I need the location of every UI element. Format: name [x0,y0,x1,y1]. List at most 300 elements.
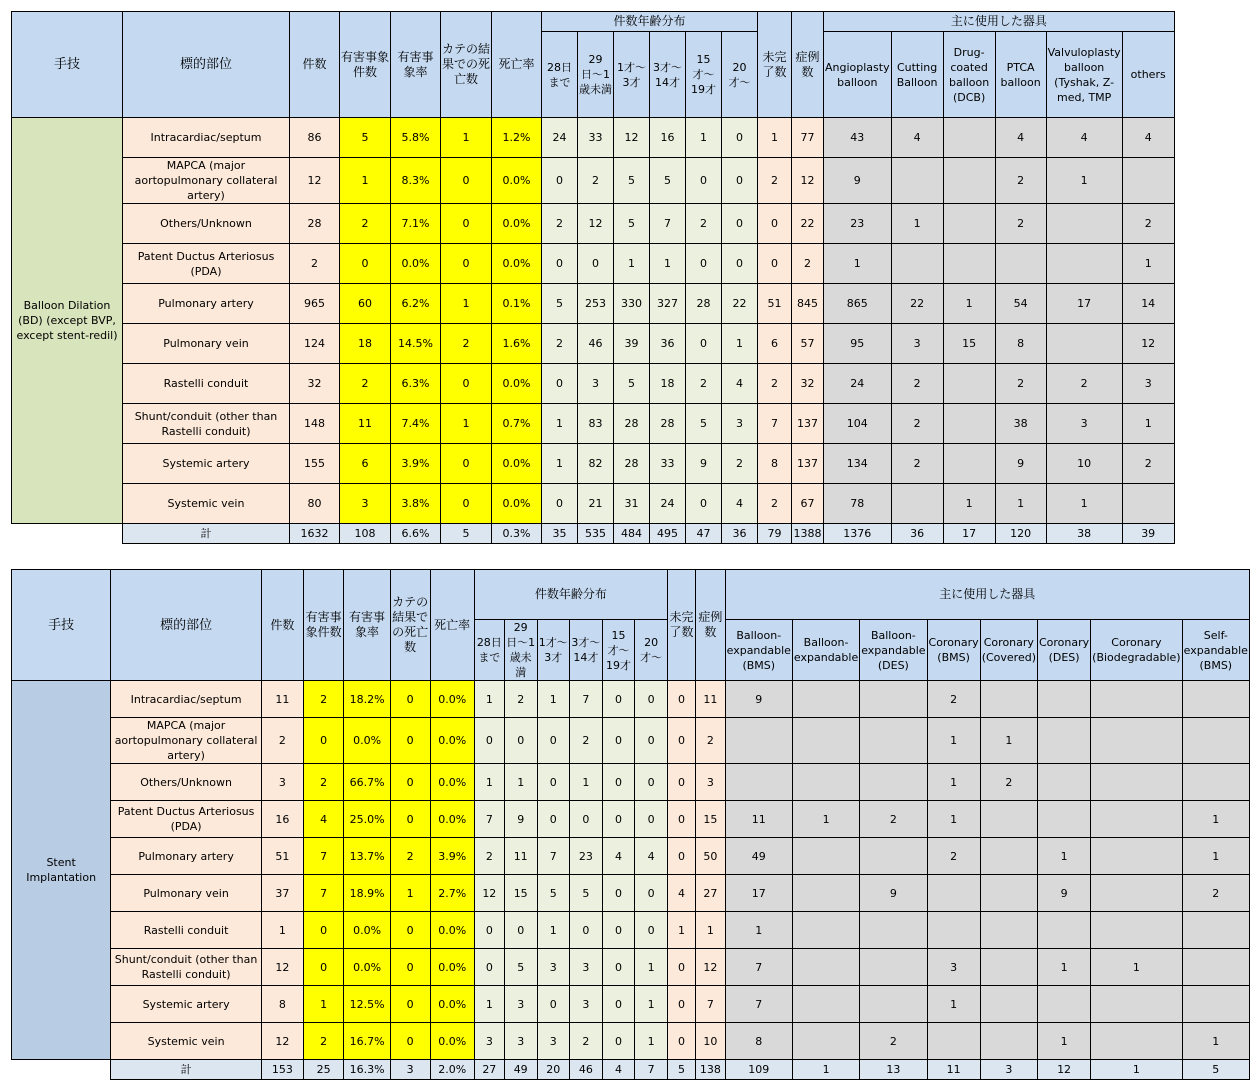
device-cell: 24 [824,364,892,404]
total-ae-rate: 6.6% [391,524,441,544]
device-cell: 3 [1122,364,1174,404]
device-cell [1091,801,1182,838]
total-cath-deaths: 3 [390,1060,430,1080]
device-cell [1091,875,1182,912]
header-devices: 主に使用した器具 [824,12,1175,32]
ae-count-cell: 7 [303,875,344,912]
device-cell: 95 [824,324,892,364]
incomplete-cell: 0 [667,681,695,718]
total-age-cell: 27 [474,1060,504,1080]
count-cell: 965 [290,284,340,324]
device-cell: 8 [725,1023,792,1060]
device-cell: 1 [943,484,995,524]
age-cell: 2 [570,1023,603,1060]
header-device: Drug-coated balloon (DCB) [943,32,995,118]
total-count: 153 [261,1060,303,1080]
total-device-cell: 11 [927,1060,980,1080]
device-cell: 15 [943,324,995,364]
device-cell [1091,681,1182,718]
age-cell: 0 [570,801,603,838]
device-cell [1182,718,1249,764]
device-cell [1122,484,1174,524]
count-cell: 86 [290,118,340,158]
age-cell: 0 [542,244,578,284]
age-cell: 0 [635,764,668,801]
device-cell: 1 [725,912,792,949]
procedure-label: Stent Implantation [12,681,111,1060]
device-cell: 1 [1037,838,1090,875]
table-row [12,986,1250,1023]
age-cell: 2 [686,204,722,244]
ae-count-cell: 0 [303,718,344,764]
age-cell: 4 [602,838,635,875]
ae-count-cell: 2 [303,681,344,718]
ae-rate-cell: 6.3% [391,364,441,404]
age-cell: 31 [614,484,650,524]
ae-rate-cell: 25.0% [344,801,390,838]
total-cases: 138 [696,1060,726,1080]
device-cell [1091,764,1182,801]
device-cell [1091,912,1182,949]
count-cell: 12 [261,1023,303,1060]
blank-cell [12,524,123,544]
mortality-cell: 0.0% [430,718,474,764]
device-cell [980,912,1037,949]
device-cell [1037,986,1090,1023]
device-cell: 865 [824,284,892,324]
device-cell [860,718,927,764]
ae-count-cell: 60 [340,284,391,324]
device-cell: 2 [1122,204,1174,244]
device-cell: 1 [1037,1023,1090,1060]
cases-cell: 1 [696,912,726,949]
age-cell: 15 [504,875,537,912]
target-site: Systemic vein [111,1023,262,1060]
ae-rate-cell: 0.0% [344,912,390,949]
device-cell [891,484,943,524]
device-cell: 1 [980,718,1037,764]
cath-deaths-cell: 0 [390,801,430,838]
total-device-cell: 39 [1122,524,1174,544]
count-cell: 16 [261,801,303,838]
table-row [12,364,1175,404]
device-cell: 3 [891,324,943,364]
balloon-dilation-table [11,11,1175,544]
header-ae-rate: 有害事象率 [344,570,390,681]
device-cell: 9 [1037,875,1090,912]
header-device: Coronary (BMS) [927,620,980,681]
cath-deaths-cell: 0 [441,244,492,284]
header-age-distribution: 件数年齢分布 [474,570,667,620]
cases-cell: 12 [696,949,726,986]
table-row [12,444,1175,484]
cases-cell: 32 [792,364,824,404]
age-cell: 9 [504,801,537,838]
device-cell: 9 [824,158,892,204]
cath-deaths-cell: 2 [390,838,430,875]
device-cell: 78 [824,484,892,524]
target-site: Intracardiac/septum [111,681,262,718]
procedure-label: Balloon Dilation (BD) (except BVP, except stent-redil) [12,118,123,524]
ae-count-cell: 0 [303,912,344,949]
device-cell: 1 [1182,838,1249,875]
total-device-cell: 3 [980,1060,1037,1080]
device-cell [1182,681,1249,718]
device-cell [860,912,927,949]
device-cell: 1 [891,204,943,244]
age-cell: 0 [722,204,758,244]
cases-cell: 77 [792,118,824,158]
header-device: PTCA balloon [995,32,1046,118]
ae-count-cell: 6 [340,444,391,484]
cases-cell: 10 [696,1023,726,1060]
device-cell [891,158,943,204]
age-cell: 2 [542,324,578,364]
total-device-cell: 1 [1091,1060,1182,1080]
device-cell: 1 [792,801,859,838]
device-cell: 1 [1182,801,1249,838]
age-cell: 0 [474,912,504,949]
header-target-site: 標的部位 [111,570,262,681]
age-cell: 0 [602,764,635,801]
header-age: 28日まで [474,620,504,681]
stent-header [12,570,1250,681]
total-age-cell: 35 [542,524,578,544]
cases-cell: 67 [792,484,824,524]
age-cell: 5 [570,875,603,912]
ae-rate-cell: 14.5% [391,324,441,364]
device-cell: 2 [995,204,1046,244]
target-site: Patent Ductus Arteriosus (PDA) [123,244,290,284]
table-row [12,1023,1250,1060]
cath-deaths-cell: 1 [441,404,492,444]
total-row [12,1060,1250,1080]
age-cell: 83 [578,404,614,444]
total-age-cell: 49 [504,1060,537,1080]
age-cell: 0 [686,158,722,204]
age-cell: 23 [570,838,603,875]
device-cell [860,764,927,801]
age-cell: 22 [722,284,758,324]
device-cell [927,912,980,949]
cases-cell: 27 [696,875,726,912]
device-cell [1037,764,1090,801]
count-cell: 155 [290,444,340,484]
cath-deaths-cell: 0 [390,912,430,949]
header-age: 1才〜3才 [614,32,650,118]
age-cell: 1 [635,986,668,1023]
incomplete-cell: 2 [758,364,792,404]
mortality-cell: 0.0% [430,801,474,838]
device-cell [980,949,1037,986]
device-cell [725,718,792,764]
header-cath-deaths: カテの結果での死亡数 [441,12,492,118]
target-site: Pulmonary vein [111,875,262,912]
device-cell: 49 [725,838,792,875]
mortality-cell: 0.0% [492,364,542,404]
cases-cell: 22 [792,204,824,244]
total-age-cell: 535 [578,524,614,544]
age-cell: 16 [650,118,686,158]
count-cell: 12 [290,158,340,204]
age-cell: 1 [686,118,722,158]
header-age: 29日〜1歳未満 [506,621,536,679]
device-cell [792,718,859,764]
count-cell: 11 [261,681,303,718]
age-cell: 2 [722,444,758,484]
table-row [12,949,1250,986]
header-device: Self-expandable (BMS) [1182,620,1249,681]
incomplete-cell: 51 [758,284,792,324]
header-age: 29日〜1歳未満 [578,32,614,118]
age-cell: 3 [474,1023,504,1060]
header-cath-deaths: カテの結果での死亡数 [390,570,430,681]
age-cell: 1 [542,444,578,484]
device-cell: 2 [1182,875,1249,912]
age-cell: 0 [602,718,635,764]
ae-count-cell: 2 [340,204,391,244]
total-mortality: 2.0% [430,1060,474,1080]
device-cell: 12 [1122,324,1174,364]
device-cell: 1 [1046,484,1122,524]
count-cell: 37 [261,875,303,912]
device-cell: 8 [995,324,1046,364]
age-cell: 5 [504,949,537,986]
total-device-cell: 120 [995,524,1046,544]
total-age-cell: 46 [570,1060,603,1080]
count-cell: 32 [290,364,340,404]
total-count: 1632 [290,524,340,544]
device-cell [943,158,995,204]
cath-deaths-cell: 0 [441,158,492,204]
total-age-cell: 4 [602,1060,635,1080]
device-cell [792,1023,859,1060]
cases-cell: 50 [696,838,726,875]
ae-rate-cell: 8.3% [391,158,441,204]
device-cell [943,204,995,244]
cases-cell: 11 [696,681,726,718]
balloon-header [12,12,1175,118]
device-cell: 1 [1046,158,1122,204]
device-cell: 2 [927,681,980,718]
cath-deaths-cell: 0 [441,204,492,244]
device-cell [860,838,927,875]
age-cell: 5 [614,158,650,204]
device-cell: 2 [1046,364,1122,404]
cath-deaths-cell: 2 [441,324,492,364]
age-cell: 2 [504,681,537,718]
cath-deaths-cell: 0 [441,444,492,484]
age-cell: 3 [504,1023,537,1060]
device-cell: 38 [995,404,1046,444]
device-cell: 7 [725,986,792,1023]
age-cell: 0 [635,912,668,949]
header-mortality: 死亡率 [492,12,542,118]
target-site: Others/Unknown [111,764,262,801]
age-cell: 0 [542,158,578,204]
age-cell: 1 [474,986,504,1023]
age-cell: 2 [474,838,504,875]
target-site: Systemic artery [111,986,262,1023]
header-age: 3才〜14才 [650,32,686,118]
target-site: Others/Unknown [123,204,290,244]
table-row [12,838,1250,875]
total-mortality: 0.3% [492,524,542,544]
incomplete-cell: 6 [758,324,792,364]
incomplete-cell: 2 [758,484,792,524]
ae-count-cell: 0 [303,949,344,986]
cath-deaths-cell: 1 [441,118,492,158]
ae-count-cell: 1 [340,158,391,204]
mortality-cell: 0.0% [492,158,542,204]
cath-deaths-cell: 0 [390,986,430,1023]
header-procedure: 手技 [12,12,123,118]
incomplete-cell: 4 [667,875,695,912]
device-cell [1182,912,1249,949]
header-age: 15才〜19才 [686,32,722,118]
device-cell [1037,912,1090,949]
age-cell: 28 [614,444,650,484]
device-cell: 14 [1122,284,1174,324]
age-cell: 33 [578,118,614,158]
age-cell: 0 [602,986,635,1023]
header-incomplete: 未完了数 [667,570,695,681]
age-cell: 1 [474,764,504,801]
count-cell: 2 [290,244,340,284]
age-cell: 0 [722,158,758,204]
count-cell: 124 [290,324,340,364]
age-cell: 12 [474,875,504,912]
incomplete-cell: 1 [758,118,792,158]
ae-rate-cell: 16.7% [344,1023,390,1060]
age-cell: 1 [635,1023,668,1060]
incomplete-cell: 0 [667,1023,695,1060]
device-cell: 2 [891,364,943,404]
device-cell [891,244,943,284]
age-cell: 0 [542,364,578,404]
mortality-cell: 0.0% [430,1023,474,1060]
incomplete-cell: 0 [667,838,695,875]
incomplete-cell: 0 [667,801,695,838]
device-cell: 23 [824,204,892,244]
age-cell: 18 [650,364,686,404]
header-count: 件数 [290,12,340,118]
age-cell: 5 [614,364,650,404]
count-cell: 3 [261,764,303,801]
count-cell: 148 [290,404,340,444]
incomplete-cell: 0 [758,244,792,284]
ae-count-cell: 7 [303,838,344,875]
age-cell: 4 [722,484,758,524]
age-cell: 46 [578,324,614,364]
device-cell [995,244,1046,284]
ae-rate-cell: 7.4% [391,404,441,444]
age-cell: 28 [650,404,686,444]
age-cell: 1 [570,764,603,801]
age-cell: 0 [474,718,504,764]
cases-cell: 845 [792,284,824,324]
header-device: Balloon-expandable (BMS) [725,620,792,681]
device-cell: 2 [995,158,1046,204]
total-device-cell: 1376 [824,524,892,544]
incomplete-cell: 0 [667,764,695,801]
age-cell: 3 [722,404,758,444]
table-row [12,244,1175,284]
device-cell: 17 [1046,284,1122,324]
age-cell: 3 [537,1023,570,1060]
header-procedure: 手技 [12,570,111,681]
age-cell: 330 [614,284,650,324]
mortality-cell: 1.2% [492,118,542,158]
mortality-cell: 0.0% [430,912,474,949]
total-age-cell: 47 [686,524,722,544]
age-cell: 24 [650,484,686,524]
age-cell: 0 [602,681,635,718]
count-cell: 2 [261,718,303,764]
device-cell: 7 [725,949,792,986]
device-cell: 1 [1091,949,1182,986]
cath-deaths-cell: 0 [390,1023,430,1060]
header-cases: 症例数 [696,570,726,681]
total-age-cell: 36 [722,524,758,544]
age-cell: 0 [722,244,758,284]
device-cell [980,681,1037,718]
device-cell [1037,801,1090,838]
ae-rate-cell: 3.9% [391,444,441,484]
age-cell: 0 [686,244,722,284]
count-cell: 8 [261,986,303,1023]
target-site: Pulmonary artery [111,838,262,875]
cases-cell: 2 [792,244,824,284]
total-age-cell: 7 [635,1060,668,1080]
header-devices: 主に使用した器具 [725,570,1249,620]
mortality-cell: 0.0% [430,681,474,718]
total-device-cell: 12 [1037,1060,1090,1080]
mortality-cell: 0.0% [492,444,542,484]
target-site: Pulmonary vein [123,324,290,364]
cath-deaths-cell: 0 [390,718,430,764]
header-device: Valvuloplasty balloon (Tyshak, Z-med, TMP [1046,32,1122,118]
age-cell: 0 [602,875,635,912]
age-cell: 0 [635,681,668,718]
ae-count-cell: 2 [340,364,391,404]
age-cell: 0 [602,949,635,986]
total-device-cell: 36 [891,524,943,544]
cases-cell: 2 [696,718,726,764]
age-cell: 28 [686,284,722,324]
age-cell: 0 [635,801,668,838]
cath-deaths-cell: 1 [390,875,430,912]
cath-deaths-cell: 0 [441,364,492,404]
total-ae-count: 25 [303,1060,344,1080]
cath-deaths-cell: 1 [441,284,492,324]
ae-rate-cell: 66.7% [344,764,390,801]
device-cell: 1 [927,986,980,1023]
blank-cell [12,1060,111,1080]
age-cell: 24 [542,118,578,158]
incomplete-cell: 2 [758,158,792,204]
device-cell: 1 [927,801,980,838]
ae-rate-cell: 0.0% [391,244,441,284]
age-cell: 1 [635,949,668,986]
total-cath-deaths: 5 [441,524,492,544]
header-age: 20才〜 [722,32,758,118]
device-cell [792,681,859,718]
ae-count-cell: 2 [303,764,344,801]
age-cell: 5 [542,284,578,324]
header-ae-count: 有害事象件数 [303,570,344,681]
device-cell: 1 [1122,404,1174,444]
